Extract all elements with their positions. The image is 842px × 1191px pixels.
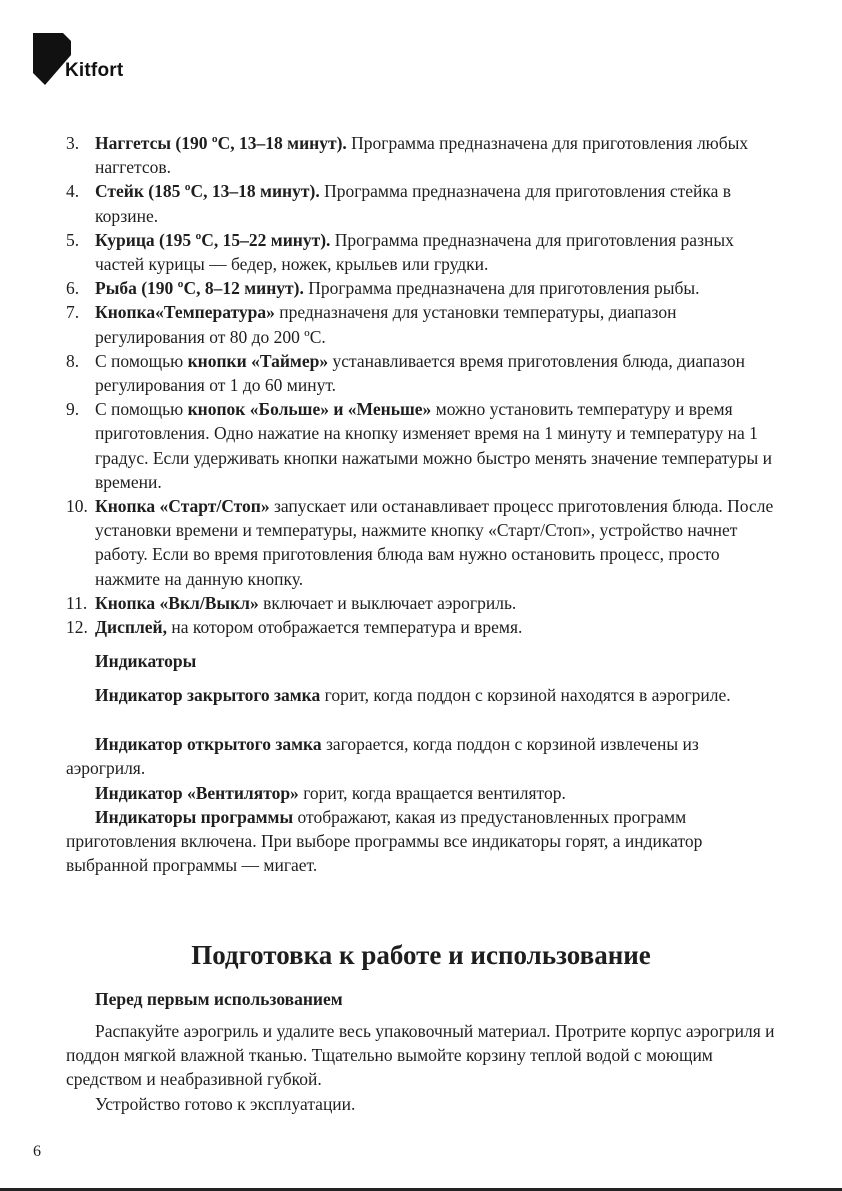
list-item: 10. Кнопка «Старт/Стоп» запускает или останавливает процесс приготовления блюда. После установки времени и температуры, нажмите кнопку «Старт/Стоп», устройство начнет работу. Если во время приготовления блюда вам нужно остановить процесс, просто нажмите на данную кнопку. <box>66 496 774 589</box>
indicators-heading: Индикаторы <box>95 651 197 671</box>
list-item: 11. Кнопка «Вкл/Выкл» включает и выключает аэрогриль. <box>66 592 517 613</box>
list-item: 5. Курица (195 ºС, 15–22 минут). Программа предназначена для приготовления разных частей курицы — бедер, ножек, крыльев или грудки. <box>66 229 734 275</box>
indicator-paragraph: Индикаторы программы отображают, какая из предустановленных программ приготовления включена. При выборе программы все индикаторы горят, а индикатор выбранной программы — мигает. <box>66 807 703 876</box>
list-item: 4. Стейк (185 ºС, 13–18 минут). Программа предназначена для приготовления стейка в корзине. <box>66 181 732 226</box>
indicator-paragraph: Индикатор открытого замка загорается, когда поддон с корзиной извлечены из аэрогриля. <box>66 734 699 779</box>
section-subheading: Перед первым использованием <box>95 989 343 1009</box>
list-item: 7. Кнопка«Температура» предназначеня для установки температуры, диапазон регулирования от 80 до 200 ºС. <box>66 302 677 347</box>
page-number: 6 <box>33 1143 41 1160</box>
section-paragraph: Распакуйте аэрогриль и удалите весь упаковочный материал. Протрите корпус аэрогриля и поддон мягкой влажной тканью. Тщательно вымойте корзину теплой водой с моющим средством и неабразивной губкой. <box>66 1021 775 1090</box>
list-item: 9. С помощью кнопок «Больше» и «Меньше» можно установить температуру и время приготовления. Одно нажатие на кнопку изменяет время на 1 минуту и температуру на 1 градус. Если удерживать кнопки нажатыми можно быстро менять значение температуры и времени. <box>66 399 772 492</box>
list-item: 3. Наггетсы (190 ºС, 13–18 минут). Программа предназначена для приготовления любых наггетсов. <box>66 133 749 178</box>
list-item: 8. С помощью кнопки «Таймер» устанавливается время приготовления блюда, диапазон регулирования от 1 до 60 минут. <box>66 350 746 396</box>
list-item: 6. Рыба (190 ºС, 8–12 минут). Программа предназначена для приготовления рыбы. <box>66 278 700 299</box>
list-item: 12. Дисплей, на котором отображается температура и время. <box>66 617 523 638</box>
brand-name: Kitfort <box>65 60 124 81</box>
section-paragraph: Устройство готово к эксплуатации. <box>95 1094 356 1114</box>
section-title: Подготовка к работе и использование <box>191 940 651 970</box>
indicator-paragraph: Индикатор закрытого замка горит, когда поддон с корзиной находятся в аэрогриле. <box>95 685 731 705</box>
feature-list <box>66 131 780 639</box>
indicator-paragraph: Индикатор «Вентилятор» горит, когда вращается вентилятор. <box>95 783 566 803</box>
